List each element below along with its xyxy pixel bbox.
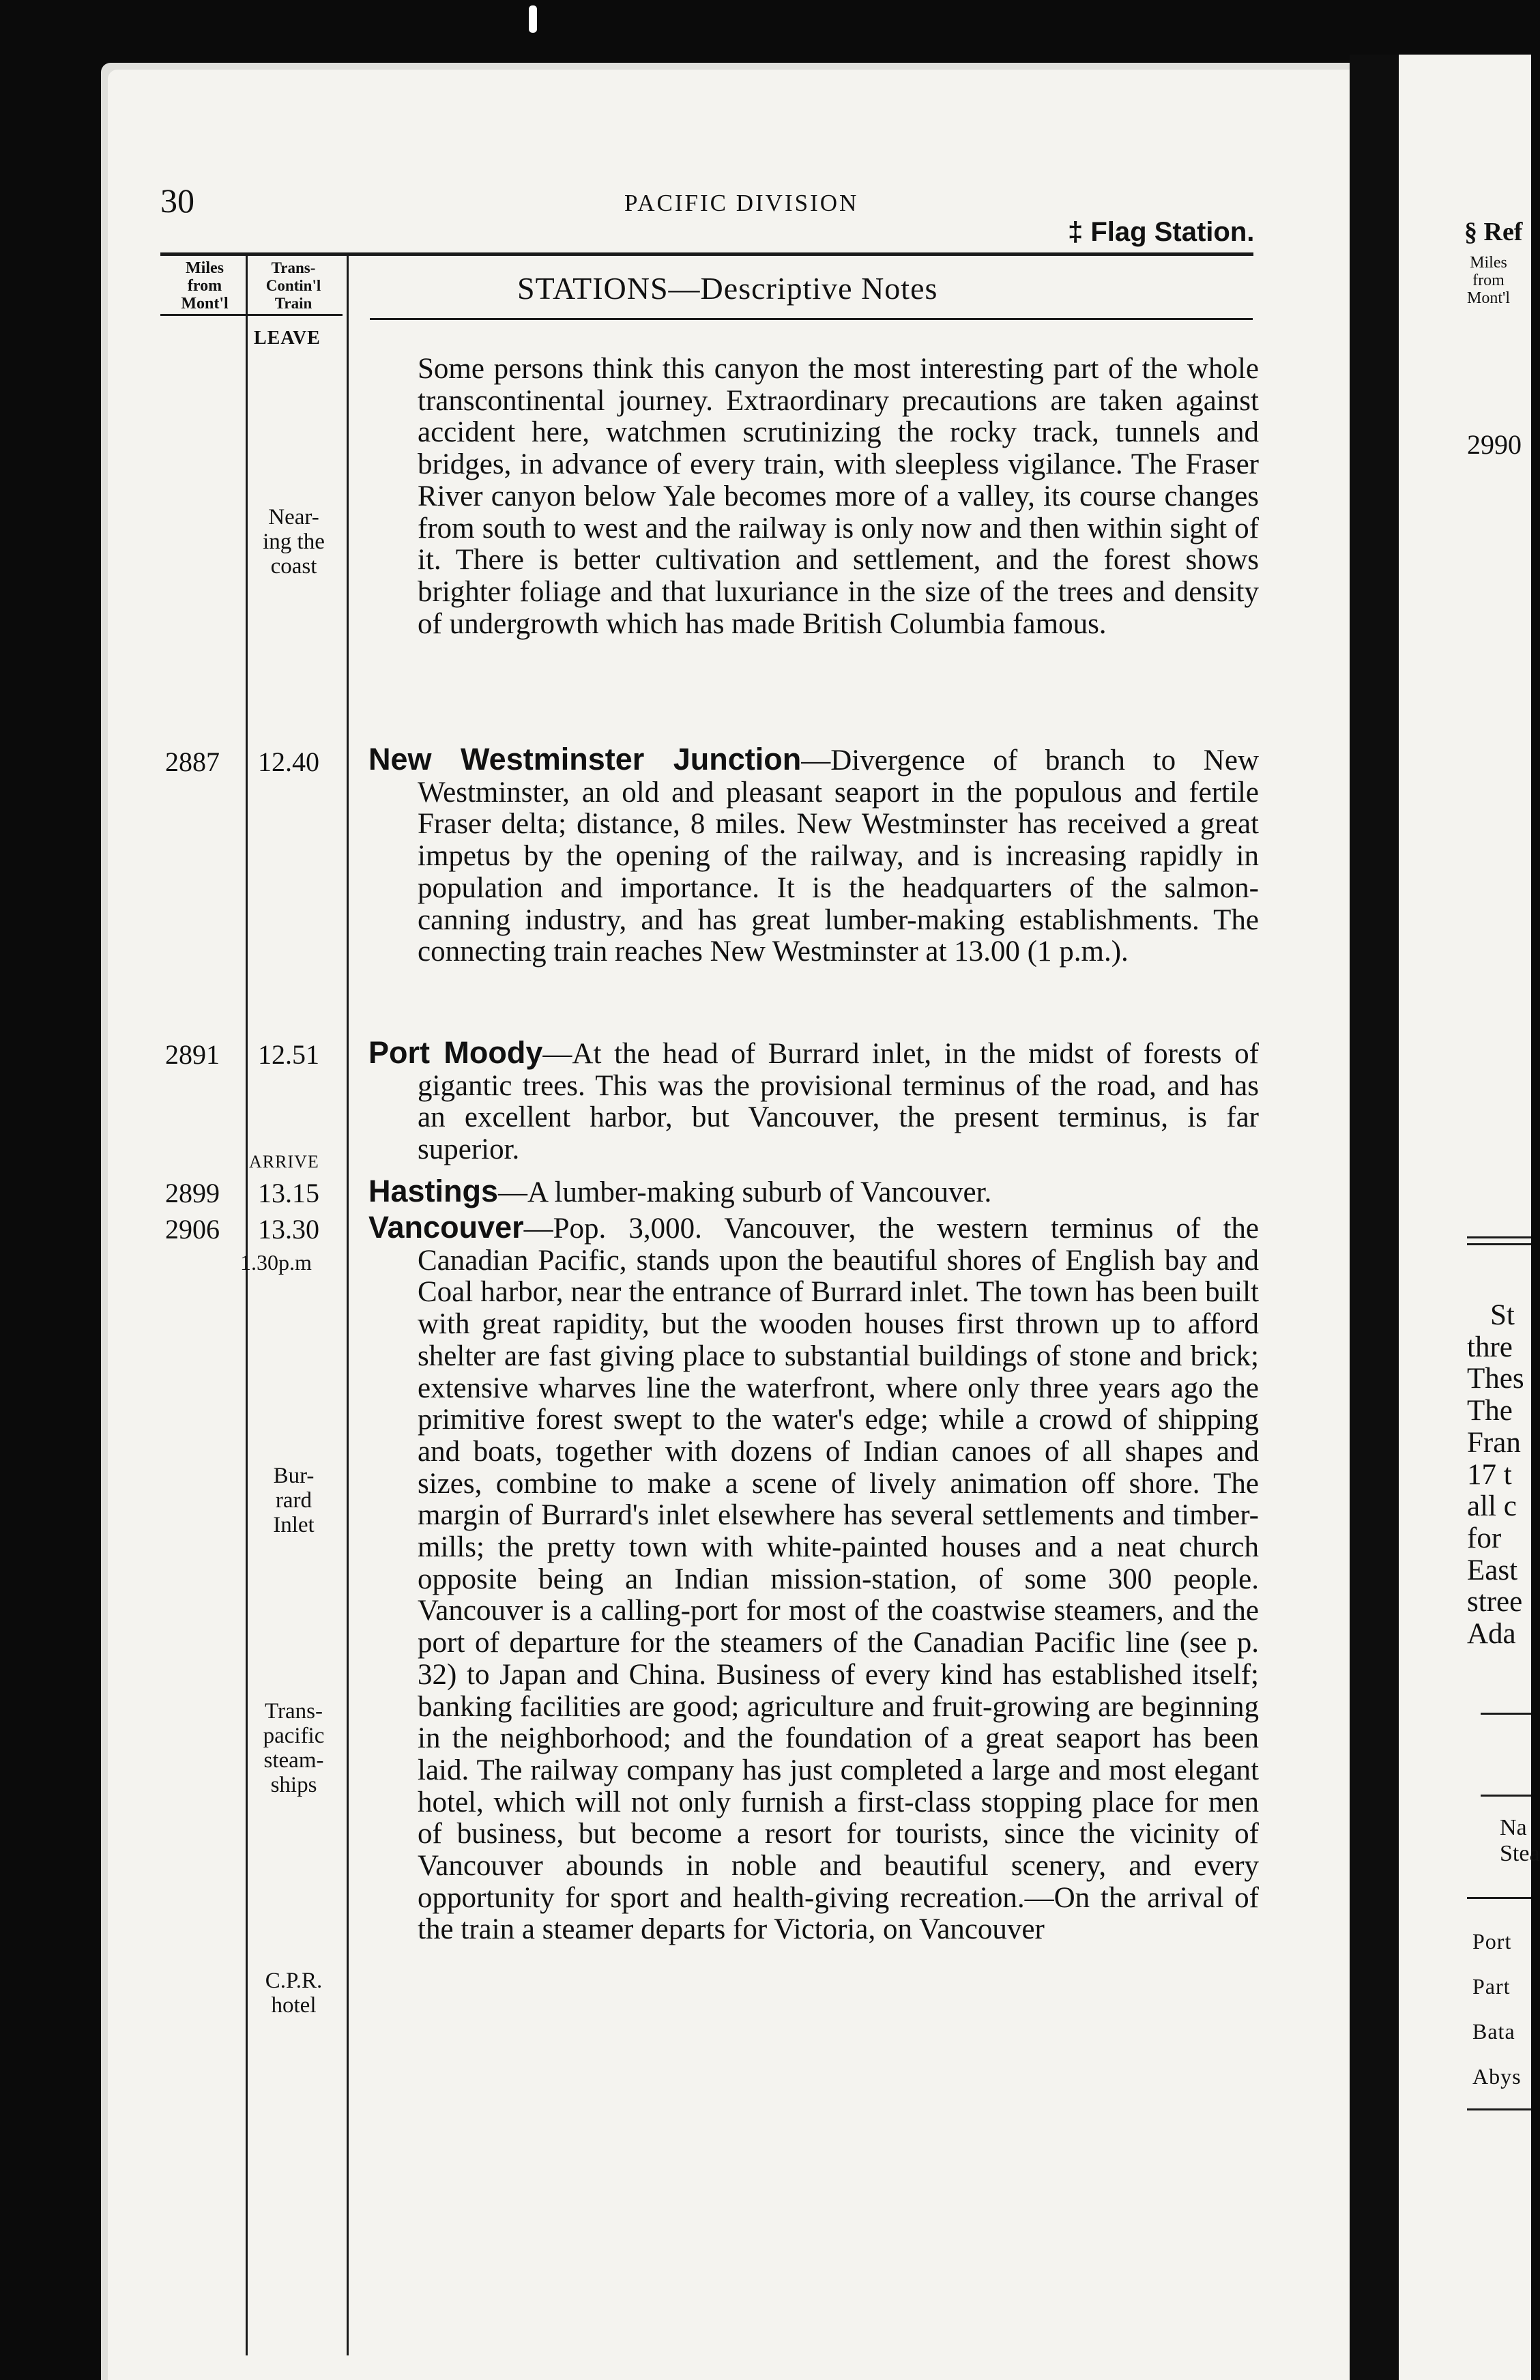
- rule-header-train: [247, 314, 343, 316]
- right-double-rule: [1467, 1236, 1531, 1238]
- right-rule-a: [1481, 1713, 1531, 1715]
- station-name: Vancouver: [368, 1210, 524, 1245]
- entry-new-westminster: [368, 744, 1259, 968]
- intro-paragraph: [368, 353, 1259, 640]
- leave-label: LEAVE: [254, 328, 321, 349]
- rule-top-thick: [160, 252, 1253, 256]
- book-gutter: [1350, 55, 1399, 2380]
- miles-header: Miles from Mont'l: [181, 259, 229, 313]
- train-header: Trans- Contin'l Train: [265, 259, 321, 312]
- right-text-lines: St thre Thes The Fran 17 t all c for East stree Ada: [1467, 1299, 1524, 1651]
- entry-vancouver: [368, 1212, 1259, 1946]
- col-divider-2: [347, 254, 349, 2355]
- stations-header: STATIONS—Descriptive Notes: [517, 271, 938, 306]
- miles-new-westminster: 2887: [165, 746, 220, 777]
- arrive-label: ARRIVE: [249, 1152, 319, 1172]
- margin-note-nearing-coast: Near- ing the coast: [263, 505, 325, 579]
- time-vancouver-pm: 1.30p.m: [240, 1250, 312, 1275]
- intro-text: Some persons think this canyon the most interesting part of the whole transcontinental journey. Extraordinary precautions are taken against accident here, watchmen scrutinizing the rocky track, tunnels and bridges, in advance of every train, with sleepless vigilance. The Fraser River canyon below Yale becomes more of a valley, its course changes from south to west and the railway is only now and then within sight of it. There is better cultivation and settlement, and the forest shows brighter foliage and that luxuriance in the size of the trees and density of undergrowth which has made British Columbia famous.: [418, 353, 1259, 640]
- station-description: —A lumber-making suburb of Vancouver.: [498, 1176, 992, 1208]
- right-page-content: [1399, 0, 1540, 2380]
- miles-port-moody: 2891: [165, 1039, 220, 1070]
- station-name: Port Moody: [368, 1035, 543, 1070]
- miles-vancouver: 2906: [165, 1214, 220, 1245]
- right-rule-b: [1481, 1795, 1531, 1797]
- margin-note-transpacific: Trans- pacific steam- ships: [263, 1699, 325, 1797]
- right-double-rule-2: [1467, 1243, 1531, 1245]
- flag-station-note: ‡ Flag Station.: [1068, 217, 1255, 247]
- rule-header-stations: [370, 318, 1253, 320]
- time-new-westminster: 12.40: [258, 746, 319, 777]
- station-name: Hastings: [368, 1174, 499, 1208]
- time-hastings: 13.15: [258, 1178, 319, 1208]
- right-table-rows: Port Part Bata Abys: [1472, 1929, 1522, 2089]
- entry-port-moody: [368, 1037, 1259, 1166]
- station-name: New Westminster Junction: [368, 742, 802, 777]
- scan-mark: [529, 5, 537, 33]
- margin-note-burrard-inlet: Bur- rard Inlet: [273, 1464, 315, 1537]
- station-description: —Divergence of branch to New Westminster, an old and pleasant seaport in the populous and fertile Fraser delta; distance, 8 miles. New Westminster has received a great impetus by the opening of the railway, and is increasing rapidly in population and importance. It is the headquarters of the salmon-canning industry, and has great lumber-making establishments. The connecting train reaches New Westminster at 13.00 (1 p.m.).: [418, 744, 1259, 968]
- miles-hastings: 2899: [165, 1178, 220, 1208]
- margin-note-cpr-hotel: C.P.R. hotel: [265, 1969, 323, 2018]
- time-port-moody: 12.51: [258, 1039, 319, 1070]
- right-header: § Ref: [1464, 218, 1523, 246]
- page-number: 30: [160, 182, 194, 220]
- station-description: —At the head of Burrard inlet, in the midst of forests of gigantic trees. This was the provisional terminus of the road, and has an excellent harbor, but Vancouver, the present terminus, is far superior.: [418, 1038, 1259, 1166]
- right-rule-d: [1467, 2108, 1531, 2110]
- right-miles-header: Miles from Mont'l: [1467, 254, 1510, 307]
- running-header: PACIFIC DIVISION: [624, 190, 859, 216]
- right-table-head: Na Stea: [1500, 1815, 1540, 1866]
- entry-hastings: [368, 1176, 1259, 1209]
- right-miles-value: 2990: [1467, 429, 1522, 460]
- station-description: —Pop. 3,000. Vancouver, the western terminus of the Canadian Pacific, stands upon the beautiful shores of English bay and Coal harbor, near the entrance of Burrard inlet. The town has been built with great rapidity, but the wooden houses first thrown up to afford shelter are fast giving place to substantial buildings of stone and brick; extensive wharves line the waterfront, where only three years ago the primitive forest swept to the water's edge; while a crowd of shipping and boats, together with dozens of Indian canoes of all shapes and sizes, combine to make a scene of lively animation off shore. The margin of Burrard's inlet elsewhere has several settlements and timber-mills; the pretty town with white-painted houses and a neat church opposite being an Indian mission-station, of some 300 people. Vancouver is a calling-port for most of the coastwise steamers, and the port of departure for the steamers of the Canadian Pacific line (see p. 32) to Japan and China. Business of every kind has established itself; banking facilities are good; agriculture and fruit-growing are beginning in the neighborhood; and the foundation of a great seaport has been laid. The railway company has just completed a large and most elegant hotel, which will not only furnish a first-class stopping place for men of business, but become a resort for tourists, since the vicinity of Vancouver abounds in noble and beautiful scenery, and every opportunity for sport and health-giving recreation.—On the arrival of the train a steamer departs for Victoria, on Vancouver: [418, 1213, 1259, 1946]
- time-vancouver: 13.30: [258, 1214, 319, 1245]
- rule-header-miles: [160, 314, 246, 316]
- right-rule-c: [1467, 1897, 1531, 1899]
